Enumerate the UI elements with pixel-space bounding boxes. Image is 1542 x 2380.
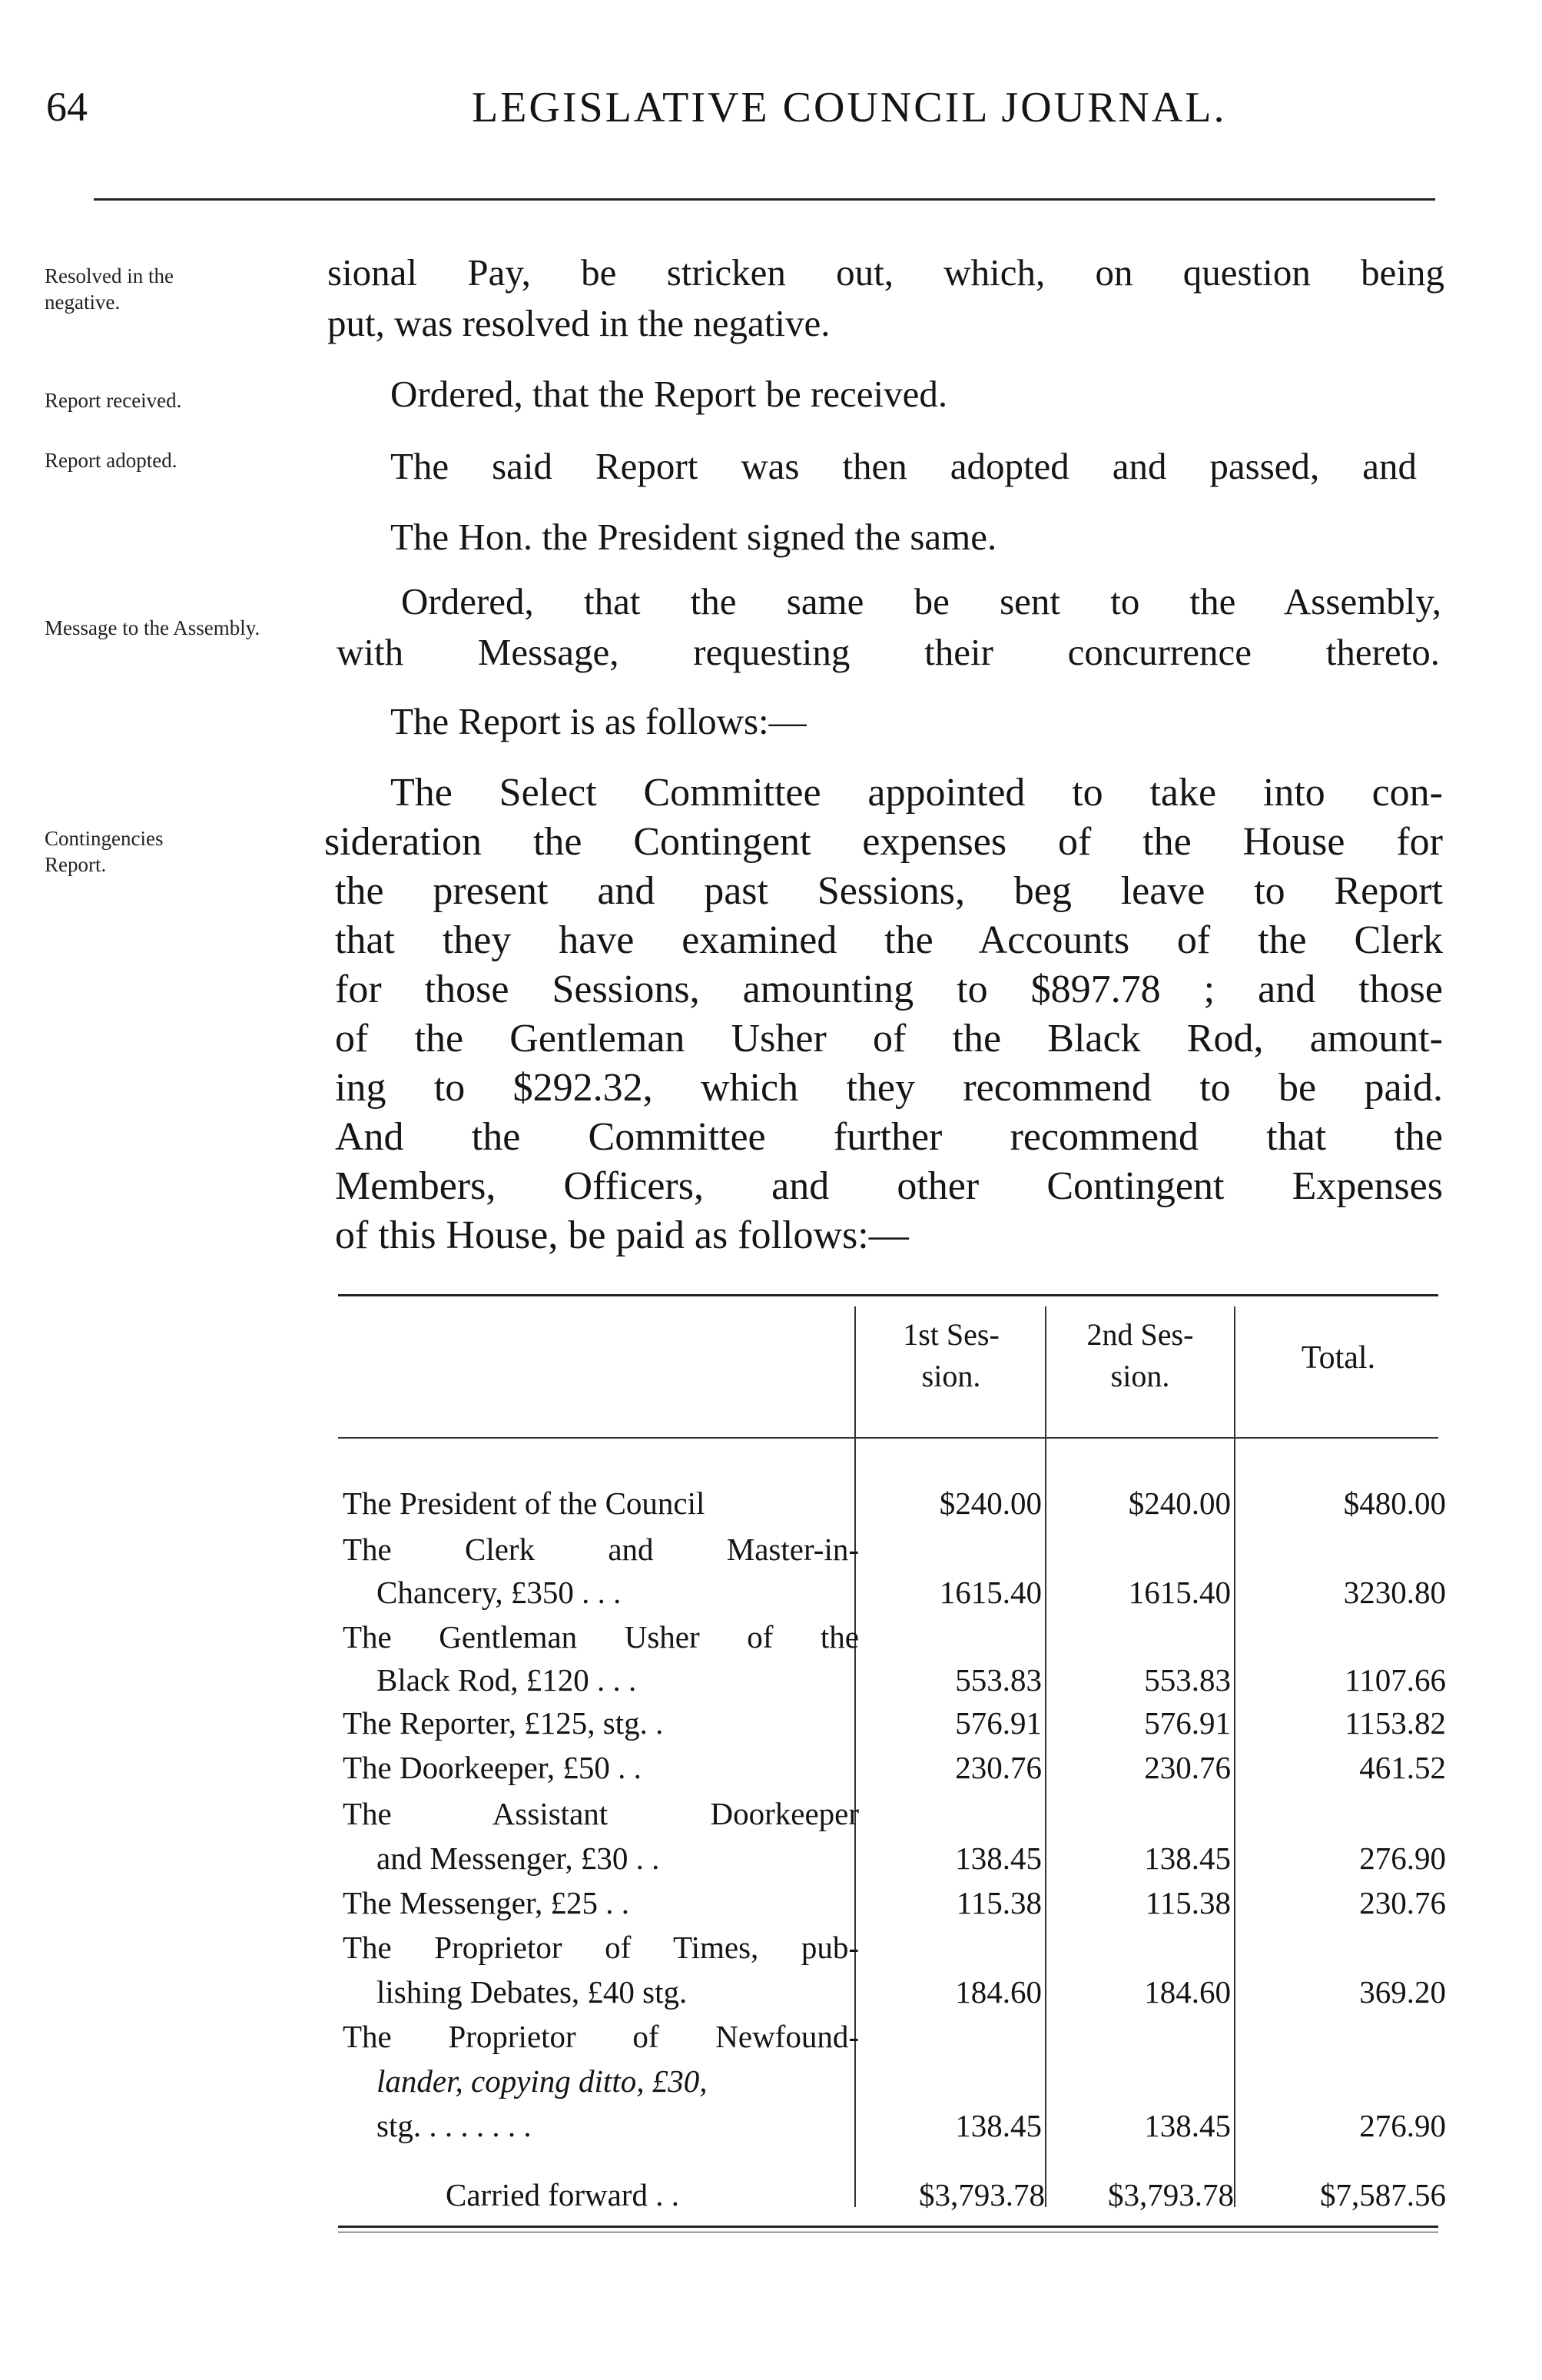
p5-report-follows: The Report is as follows:— — [390, 700, 807, 742]
report-line-9: Members, Officers, and other Contingent Expenses — [335, 1164, 1443, 1208]
col-divider-3 — [1234, 1306, 1235, 2207]
p4-line-2: with Message, requesting their concurrence thereto. — [337, 631, 1440, 673]
table-row-label: The Messenger, £25 . . — [343, 1885, 629, 1920]
table-cell-total: 230.76 — [1359, 1885, 1446, 1920]
report-line-6: of the Gentleman Usher of the Black Rod, amount- — [335, 1017, 1443, 1061]
table-cell-s2: 576.91 — [1144, 1705, 1231, 1741]
report-line-7: ing to $292.32, which they recommend to be paid. — [335, 1066, 1443, 1110]
report-line-2: sideration the Contingent expenses of the House for — [324, 820, 1443, 864]
column-header-total: Total. — [1301, 1340, 1376, 1376]
table-row-label: The President of the Council — [343, 1485, 705, 1521]
report-line-5: for those Sessions, amounting to $897.78 ; and those — [335, 968, 1443, 1011]
table-cell-s1: $240.00 — [939, 1485, 1042, 1521]
margin-note-resolved: Resolved in the negative. — [45, 264, 174, 314]
table-cell-s2: 138.45 — [1144, 2108, 1231, 2143]
table-row-label: Black Rod, £120 . . . — [376, 1662, 637, 1698]
table-row-label: lishing Debates, £40 stg. — [376, 1974, 688, 2010]
table-row-label: The Proprietor of Newfound- — [343, 2019, 859, 2054]
table-cell-s2: 184.60 — [1144, 1974, 1231, 2010]
page-number: 64 — [46, 84, 88, 130]
table-cell-s1: 230.76 — [955, 1750, 1042, 1785]
table-row-label: The Assistant Doorkeeper — [343, 1796, 859, 1831]
p3-line-1: The said Report was then adopted and passed, and — [390, 445, 1417, 487]
report-line-3: the present and past Sessions, beg leave to Report — [335, 869, 1443, 913]
table-cell-s1: 115.38 — [956, 1885, 1042, 1920]
column-header-first-session: 1st Ses- sion. — [903, 1317, 1000, 1393]
table-row-label: The Proprietor of Times, pub- — [343, 1930, 859, 1965]
table-cell-s1: 138.45 — [955, 2108, 1042, 2143]
column-header-second-session: 2nd Ses- sion. — [1086, 1317, 1194, 1393]
table-cell-total: 1153.82 — [1345, 1705, 1446, 1741]
margin-note-contingencies: Contingencies Report. — [45, 827, 164, 876]
carried-forward-label: Carried forward . . — [446, 2177, 679, 2212]
table-cell-s2: 230.76 — [1144, 1750, 1231, 1785]
table-header-rule — [338, 1437, 1438, 1439]
table-cell-s2: $240.00 — [1128, 1485, 1231, 1521]
table-cell-s1: 553.83 — [955, 1662, 1042, 1698]
table-bottom-rule — [338, 2226, 1438, 2228]
table-row-label: Chancery, £350 . . . — [376, 1575, 622, 1610]
table-cell-s1: 576.91 — [955, 1705, 1042, 1741]
carried-forward-total: $7,587.56 — [1320, 2177, 1446, 2212]
carried-forward-s2: $3,793.78 — [1108, 2177, 1234, 2212]
report-line-10: of this House, be paid as follows:— — [335, 1213, 909, 1257]
table-cell-total: 369.20 — [1359, 1974, 1446, 2010]
header-rule — [94, 198, 1435, 201]
margin-note-message: Message to the Assembly. — [45, 616, 260, 639]
report-line-4: that they have examined the Accounts of the Clerk — [335, 918, 1443, 962]
table-cell-total: $480.00 — [1343, 1485, 1446, 1521]
p1-line-1: sional Pay, be stricken out, which, on question being — [327, 251, 1444, 294]
table-cell-total: 461.52 — [1359, 1750, 1446, 1785]
report-line-8: And the Committee further recommend that the — [335, 1115, 1443, 1159]
table-row-label: The Gentleman Usher of the — [343, 1619, 859, 1655]
margin-note-report-adopted: Report adopted. — [45, 449, 177, 472]
table-cell-total: 1107.66 — [1345, 1662, 1446, 1698]
table-row-label: lander, copying ditto, £30, — [376, 2063, 708, 2099]
col-divider-2 — [1045, 1306, 1046, 2207]
table-cell-s1: 138.45 — [955, 1841, 1042, 1876]
table-cell-s2: 138.45 — [1144, 1841, 1231, 1876]
table-cell-s1: 1615.40 — [939, 1575, 1042, 1610]
p2-ordered-received: Ordered, that the Report be received. — [390, 373, 948, 415]
table-cell-s2: 1615.40 — [1128, 1575, 1231, 1610]
table-cell-s1: 184.60 — [955, 1974, 1042, 2010]
report-line-1: The Select Committee appointed to take into con- — [390, 771, 1443, 815]
table-cell-s2: 553.83 — [1144, 1662, 1231, 1698]
p4-line-1: Ordered, that the same be sent to the Assembly, — [401, 580, 1441, 622]
carried-forward-s1: $3,793.78 — [919, 2177, 1045, 2212]
p1-line-2: put, was resolved in the negative. — [327, 302, 831, 344]
p3-line-2: The Hon. the President signed the same. — [390, 516, 997, 558]
table-cell-total: 276.90 — [1359, 1841, 1446, 1876]
table-cell-total: 276.90 — [1359, 2108, 1446, 2143]
table-top-rule — [338, 1294, 1438, 1296]
table-row-label: The Clerk and Master-in- — [343, 1532, 859, 1567]
table-row-label: The Reporter, £125, stg. . — [343, 1705, 664, 1741]
margin-note-report-received: Report received. — [45, 389, 182, 412]
table-cell-s2: 115.38 — [1145, 1885, 1231, 1920]
table-cell-total: 3230.80 — [1343, 1575, 1446, 1610]
table-row-label: The Doorkeeper, £50 . . — [343, 1750, 642, 1785]
running-title: LEGISLATIVE COUNCIL JOURNAL. — [472, 84, 1227, 131]
table-row-label: stg. . . . . . . . — [376, 2108, 532, 2143]
table-row-label: and Messenger, £30 . . — [376, 1841, 660, 1876]
